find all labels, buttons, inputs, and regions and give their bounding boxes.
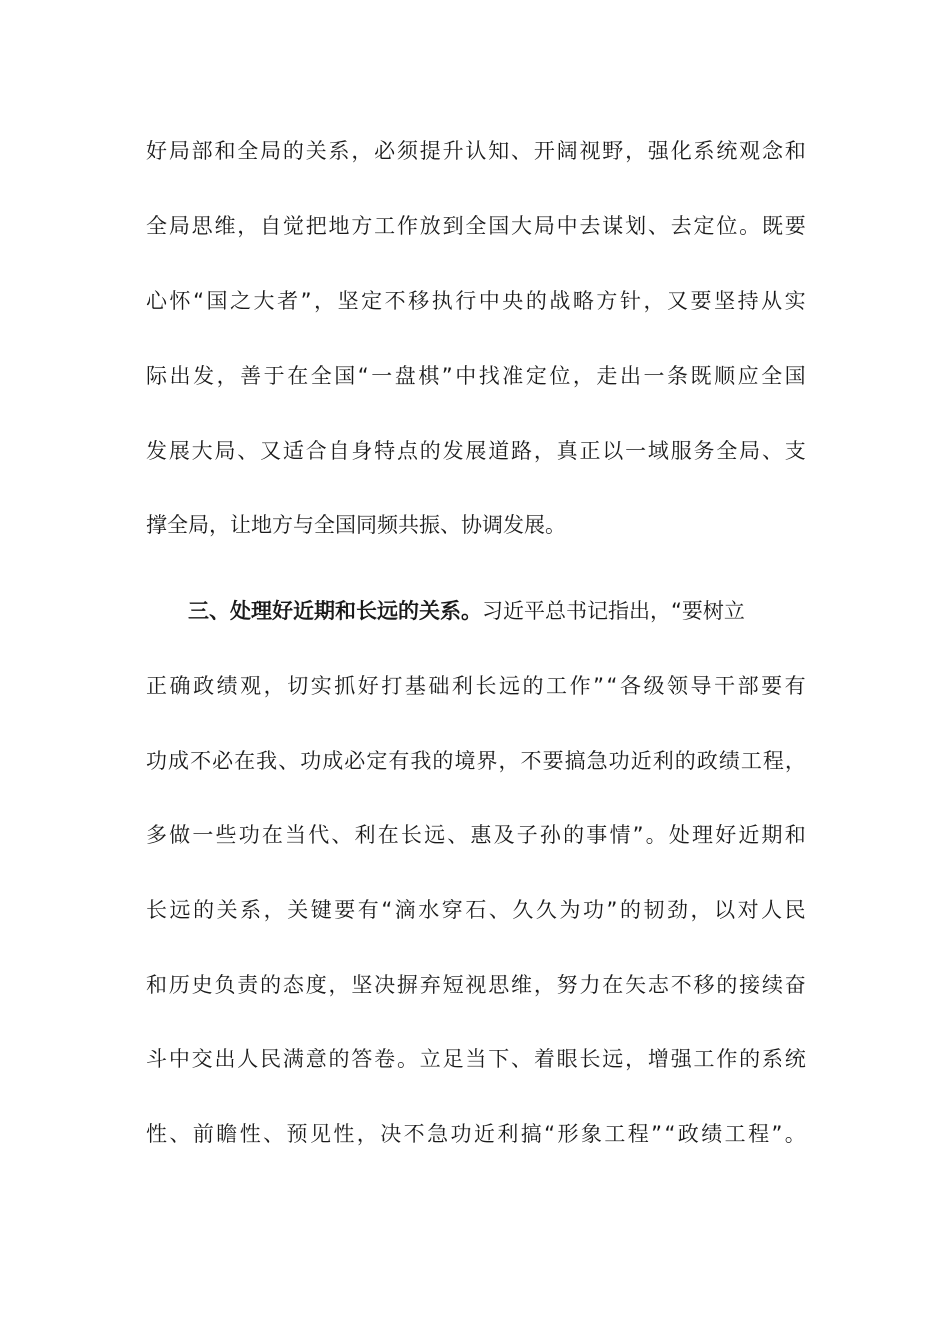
paragraph-1-line-3 [146, 286, 806, 316]
text-line: 心 怀 “ 国 之 大 者 ” ， 坚 定 不 移 执 行 中 央 的 战 略 方 针 ， 又 要 坚 持 从 实 [146, 289, 806, 313]
text-line: 长 远 的 关 系 ， 关 键 要 有 “ 滴 水 穿 石 、 久 久 为 功 ” 的 韧 劲 ， 以 对 人 民 [146, 898, 806, 922]
paragraph-2-line-5 [146, 895, 806, 925]
paragraph-2-line-1 [188, 596, 806, 626]
paragraph-2-line-3 [146, 746, 806, 776]
text-line: 发 展 大 局 、 又 适 合 自 身 特 点 的 发 展 道 路 ， 真 正 以 一 域 服 务 全 局 、 支 [146, 439, 806, 463]
paragraph-1-line-5 [146, 436, 806, 466]
paragraph-2-line-8 [146, 1119, 806, 1149]
paragraph-2-line-4 [146, 820, 806, 850]
text-line: 好 局 部 和 全 局 的 关 系 ， 必 须 提 升 认 知 、 开 阔 视 野 ， 强 化 系 统 观 念 和 [146, 139, 806, 163]
text-line: 性 、 前 瞻 性 、 预 见 性 ， 决 不 急 功 近 利 搞 “ 形 象 工 程 ” “ 政 绩 工 程 ” 。 [146, 1122, 806, 1146]
paragraph-1-line-1 [146, 136, 806, 166]
text-line: 斗 中 交 出 人 民 满 意 的 答 卷 。 立 足 当 下 、 着 眼 长 远 ， 增 强 工 作 的 系 统 [146, 1047, 806, 1071]
text-line: 功 成 不 必 在 我 、 功 成 必 定 有 我 的 境 界 ， 不 要 搞 急 功 近 利 的 政 绩 工 程 ， [146, 749, 806, 773]
text-line: 全 局 思 维 ， 自 觉 把 地 方 工 作 放 到 全 国 大 局 中 去 谋 划 、 去 定 位 。 既 要 [146, 214, 806, 238]
section-heading: 三、处理好近期和长远的关系。 [188, 599, 482, 623]
text-line: 撑全局，让地方与全国同频共振、协调发展。 [146, 513, 566, 537]
paragraph-2-line-6 [146, 970, 806, 1000]
paragraph-2-line-7 [146, 1044, 806, 1074]
text-line: 和 历 史 负 责 的 态 度 ， 坚 决 摒 弃 短 视 思 维 ， 努 力 在 矢 志 不 移 的 接 续 奋 [146, 973, 806, 997]
paragraph-1-line-2 [146, 211, 806, 241]
text-line: 正 确 政 绩 观 ， 切 实 抓 好 打 基 础 利 长 远 的 工 作 ” “ 各 级 领 导 干 部 要 有 [146, 674, 806, 698]
text-line: 习近平总书记指出，“要树立 [482, 599, 745, 623]
paragraph-1-line-6 [146, 510, 806, 540]
paragraph-1-line-4 [146, 361, 806, 391]
paragraph-2-line-2 [146, 671, 806, 701]
text-line: 多 做 一 些 功 在 当 代 、 利 在 长 远 、 惠 及 子 孙 的 事 情 ” 。 处 理 好 近 期 和 [146, 823, 806, 847]
text-line: 际 出 发 ， 善 于 在 全 国 “ 一 盘 棋 ” 中 找 准 定 位 ， 走 出 一 条 既 顺 应 全 国 [146, 364, 806, 388]
